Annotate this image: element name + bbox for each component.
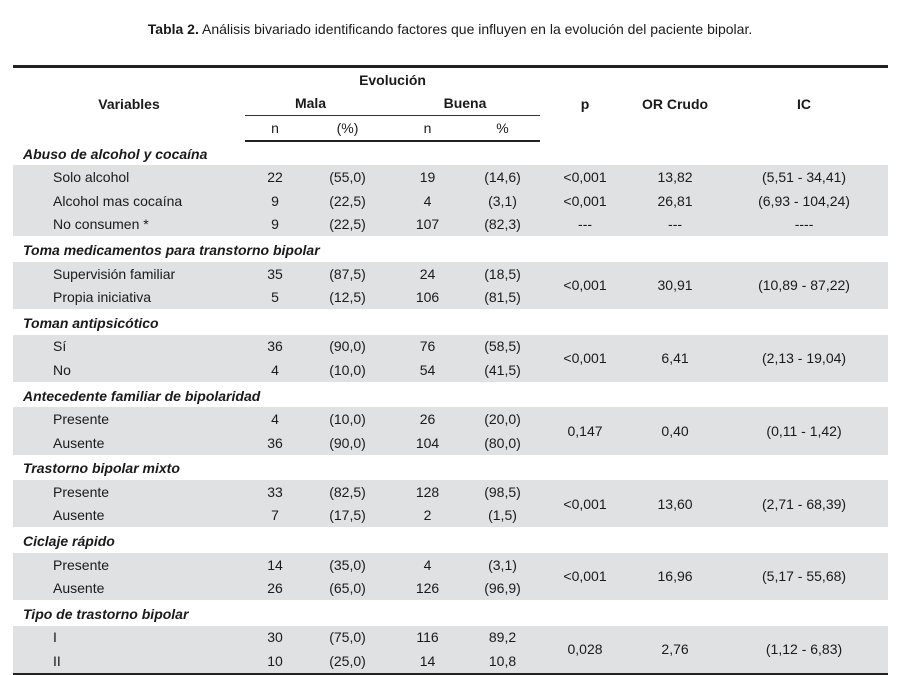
cell-p: 0,147 [540,407,630,455]
cell-p: 0,028 [540,626,630,674]
header-pct-buena: % [465,116,540,141]
row-label: Supervisión familiar [13,262,245,286]
cell-n-buena: 2 [390,504,465,529]
cell-or: 30,91 [630,262,720,310]
header-n-mala: n [245,116,305,141]
cell-pct-mala: (10,0) [305,358,390,383]
cell-n-buena: 126 [390,576,465,601]
row-label: No consumen * [13,213,245,238]
cell-n-buena: 107 [390,213,465,238]
cell-n-mala: 22 [245,165,305,189]
cell-pct-mala: (75,0) [305,626,390,650]
table-row [13,553,888,577]
cell-pct-mala: (90,0) [305,431,390,456]
row-label: Presente [13,553,245,577]
cell-pct-mala: (25,0) [305,649,390,674]
header-ic: IC [720,67,888,141]
header-p: p [540,67,630,141]
cell-pct-mala: (82,5) [305,480,390,504]
cell-p: <0,001 [540,165,630,189]
cell-ic: (5,17 - 55,68) [720,553,888,601]
row-label: Propia iniciativa [13,285,245,310]
cell-n-buena: 104 [390,431,465,456]
cell-or: --- [630,213,720,238]
cell-ic: (5,51 - 34,41) [720,165,888,189]
table-row [13,165,888,189]
cell-pct-buena: (82,3) [465,213,540,238]
row-label: II [13,649,245,674]
cell-n-buena: 19 [390,165,465,189]
cell-pct-buena: (18,5) [465,262,540,286]
cell-pct-buena: (3,1) [465,189,540,213]
table-row [13,189,888,213]
table-caption [0,21,900,37]
cell-pct-buena: 10,8 [465,649,540,674]
cell-n-mala: 35 [245,262,305,286]
cell-pct-mala: (10,0) [305,407,390,431]
cell-n-buena: 128 [390,480,465,504]
table-row [13,335,888,359]
header-buena: Buena [390,92,540,116]
table-row [13,480,888,504]
cell-pct-buena: (3,1) [465,553,540,577]
cell-ic: (6,93 - 104,24) [720,189,888,213]
cell-n-buena: 54 [390,358,465,383]
cell-p: <0,001 [540,335,630,383]
row-label: Ausente [13,431,245,456]
cell-n-mala: 7 [245,504,305,529]
cell-n-mala: 9 [245,213,305,238]
cell-pct-buena: (81,5) [465,285,540,310]
cell-pct-buena: (80,0) [465,431,540,456]
cell-or: 2,76 [630,626,720,674]
cell-or: 0,40 [630,407,720,455]
header-pct-mala: (%) [305,116,390,141]
cell-n-buena: 76 [390,335,465,359]
cell-pct-mala: (90,0) [305,335,390,359]
cell-or: 13,60 [630,480,720,528]
cell-p: <0,001 [540,189,630,213]
cell-p: <0,001 [540,480,630,528]
cell-pct-mala: (22,5) [305,213,390,238]
cell-or: 26,81 [630,189,720,213]
row-label: Alcohol mas cocaína [13,189,245,213]
cell-ic: (1,12 - 6,83) [720,626,888,674]
cell-n-mala: 9 [245,189,305,213]
header-evolucion: Evolución [245,67,540,92]
cell-n-mala: 14 [245,553,305,577]
cell-ic: ---- [720,213,888,238]
section-title: Toman antipsicótico [13,310,888,335]
cell-pct-buena: (96,9) [465,576,540,601]
header-mala: Mala [245,92,390,116]
table-row [13,213,888,238]
cell-pct-mala: (35,0) [305,553,390,577]
cell-p: <0,001 [540,553,630,601]
cell-n-mala: 4 [245,407,305,431]
table-row [13,626,888,650]
cell-n-mala: 10 [245,649,305,674]
row-label: Ausente [13,576,245,601]
cell-pct-buena: (98,5) [465,480,540,504]
cell-pct-buena: (1,5) [465,504,540,529]
cell-ic: (2,71 - 68,39) [720,480,888,528]
cell-n-buena: 116 [390,626,465,650]
cell-pct-buena: (41,5) [465,358,540,383]
cell-pct-mala: (65,0) [305,576,390,601]
cell-pct-mala: (55,0) [305,165,390,189]
header-variables: Variables [13,67,245,141]
cell-or: 6,41 [630,335,720,383]
cell-n-buena: 14 [390,649,465,674]
cell-pct-mala: (12,5) [305,285,390,310]
table-row [13,262,888,286]
cell-n-mala: 30 [245,626,305,650]
cell-pct-buena: (58,5) [465,335,540,359]
cell-n-mala: 5 [245,285,305,310]
header-n-buena: n [390,116,465,141]
cell-pct-buena: 89,2 [465,626,540,650]
section-title: Toma medicamentos para transtorno bipolar [13,237,888,262]
caption-label: Tabla 2. [147,21,199,37]
cell-n-mala: 26 [245,576,305,601]
cell-n-mala: 36 [245,335,305,359]
cell-n-buena: 26 [390,407,465,431]
row-label: Ausente [13,504,245,529]
results-table [13,65,888,675]
section-title: Ciclaje rápido [13,528,888,553]
cell-pct-mala: (87,5) [305,262,390,286]
row-label: Presente [13,480,245,504]
section-title: Abuso de alcohol y cocaína [13,141,888,166]
caption-text: Análisis bivariado identificando factores que influyen en la evolución del paciente bipolar. [198,21,753,37]
cell-ic: (2,13 - 19,04) [720,335,888,383]
section-title: Trastorno bipolar mixto [13,456,888,481]
row-label: Presente [13,407,245,431]
cell-pct-buena: (14,6) [465,165,540,189]
row-label: I [13,626,245,650]
header-or-crudo: OR Crudo [630,67,720,141]
cell-or: 13,82 [630,165,720,189]
cell-pct-mala: (17,5) [305,504,390,529]
cell-n-buena: 106 [390,285,465,310]
section-title: Antecedente familiar de bipolaridad [13,383,888,408]
cell-n-mala: 4 [245,358,305,383]
cell-n-mala: 36 [245,431,305,456]
row-label: No [13,358,245,383]
cell-pct-buena: (20,0) [465,407,540,431]
row-label: Sí [13,335,245,359]
table-row [13,407,888,431]
cell-ic: (0,11 - 1,42) [720,407,888,455]
cell-n-mala: 33 [245,480,305,504]
cell-p: <0,001 [540,262,630,310]
cell-ic: (10,89 - 87,22) [720,262,888,310]
cell-p: --- [540,213,630,238]
row-label: Solo alcohol [13,165,245,189]
cell-or: 16,96 [630,553,720,601]
section-title: Tipo de trastorno bipolar [13,601,888,626]
cell-n-buena: 4 [390,189,465,213]
cell-n-buena: 24 [390,262,465,286]
cell-n-buena: 4 [390,553,465,577]
cell-pct-mala: (22,5) [305,189,390,213]
